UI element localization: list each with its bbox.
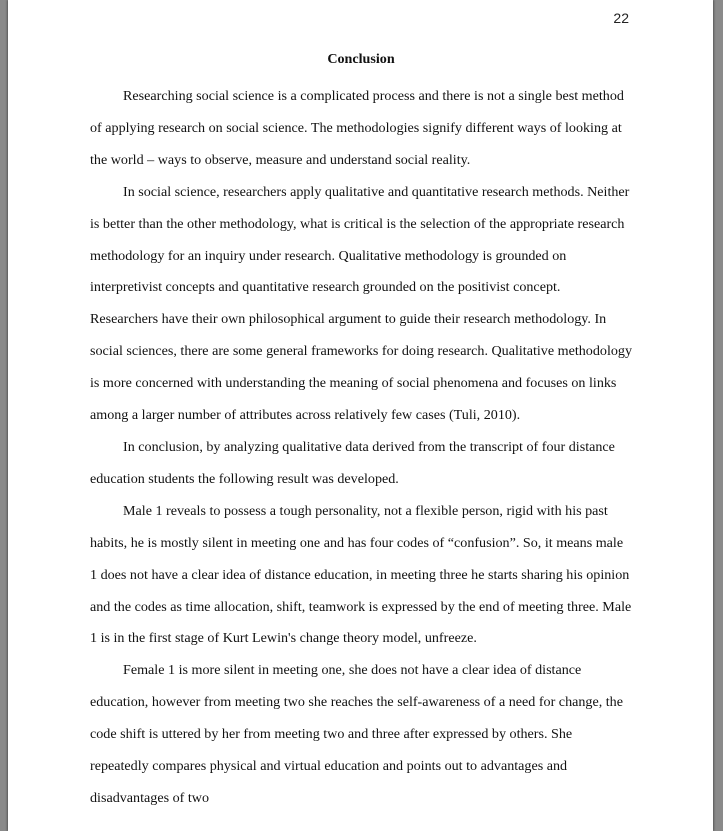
paragraph-2: In social science, researchers apply qualitative and quantitative research methods. Neither is better than the other methodology, what is critical is the selection of the appropriate research methodology for an inquiry under research. Qualitative methodology is grounded on interpretivist concepts and quantitative research grounded on the positivist concept. Researchers have their own philosophical argument to guide their research methodology. In social sciences, there are some general frameworks for doing research. Qualitative methodology is more concerned with understanding the meaning of social phenomena and focuses on links among a larger number of attributes across relatively few cases (Tuli, 2010). — [90, 183, 633, 424]
document-page — [8, 0, 713, 831]
section-heading: Conclusion — [327, 51, 395, 67]
paragraph-5: Female 1 is more silent in meeting one, she does not have a clear idea of distance education, however from meeting two she reaches the self-awareness of a need for change, the code shift is uttered by her from meeting two and three after expressed by others. She repeatedly compares physical and virtual education and points out to advantages and disadvantages of two — [90, 662, 623, 806]
page-number: 22 — [613, 10, 629, 26]
paragraph-4: Male 1 reveals to possess a tough personality, not a flexible person, rigid with his past habits, he is mostly silent in meeting one and has four codes of “confusion”. So, it means male 1 does not have a clear idea of distance education, in meeting three he starts sharing his opinion and the codes as time allocation, shift, teamwork is expressed by the end of meeting three. Male 1 is in the first stage of Kurt Lewin's change theory model, unfreeze. — [90, 502, 632, 647]
paragraph-1: Researching social science is a complicated process and there is not a single best method of applying research on social science. The methodologies signify different ways of looking at the world – ways to observe, measure and understand social reality. — [90, 88, 624, 168]
page-content — [90, 49, 632, 815]
paragraph-3: In conclusion, by analyzing qualitative data derived from the transcript of four distance education students the following result was developed. — [90, 438, 615, 487]
